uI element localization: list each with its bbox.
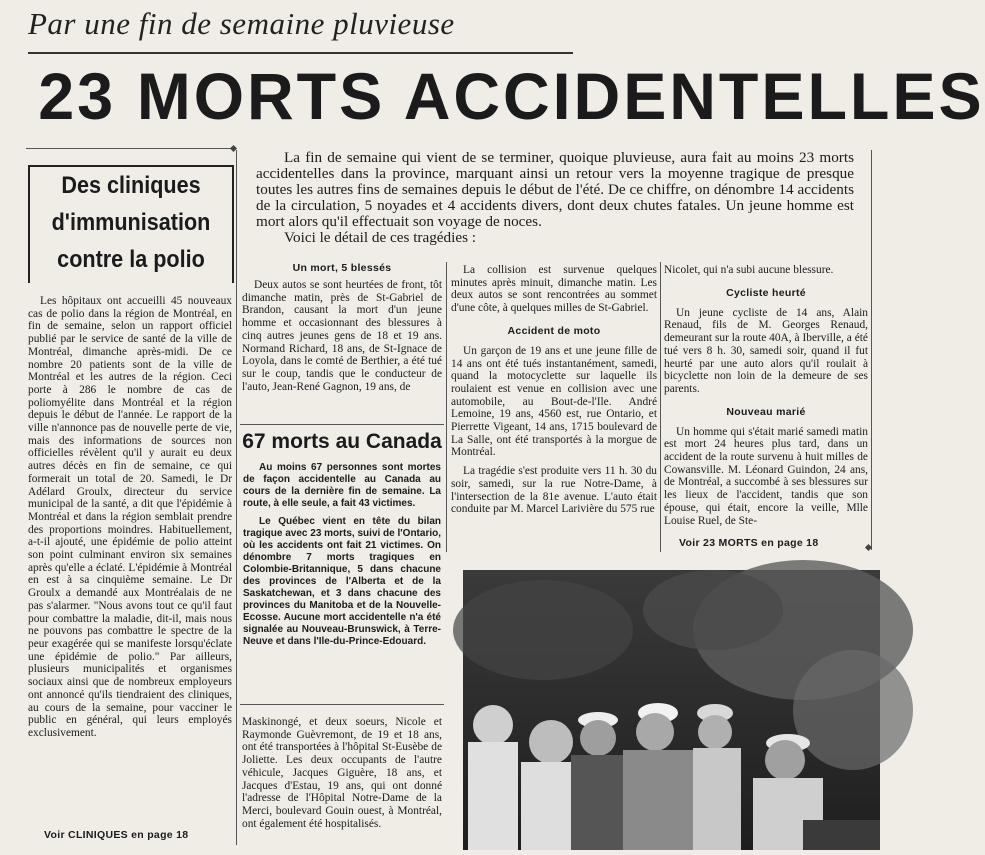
canada-paragraph-2: Le Québec vient en tête du bilan tragique avec 23 morts, suivi de l'Ontario, où les accidents ont fait 21 victimes. On dénombre 7 morts tragiques en Colombie-Britannique, 5 dans chacune des provinces de l'Alberta et de la Saskatchewan, et 3 dans chacune des provinces du Manitoba et de la Nouvelle-Ecosse. Aucune mort accidentelle n'a été signalée au Nouveau-Brunswick, à Terre-Neuve et dans l'Ile-du-Prince-Edouard. [243, 516, 441, 647]
subhead-cycliste: Cycliste heurté [726, 286, 806, 299]
main-see-reference: Voir 23 MORTS en page 18 [679, 537, 819, 549]
column-divider-2 [446, 262, 447, 552]
column-2-body: Deux autos se sont heurtées de front, tôt dimanche matin, près de St-Gabriel de Brandon, causant la mort d'un jeune homme et occasionnant des blessures à cinq autres jeunes gens de 18 et 19 ans. Normand Richard, 18 ans, de St-Ignace de Loyola, dans le comté de Berthier, a été tué sur le coup, tandis que le conducteur de l'auto, Jean-René Gagnon, 19 ans, de [242, 279, 442, 393]
subhead-nouveau-marie: Nouveau marié [726, 405, 806, 418]
column-3-paragraph-3: La tragédie s'est produite vers 11 h. 30 du soir, samedi, sur la rue Notre-Dame, à l'intersection de la 81e avenue. L'auto était conduite par M. Marcel Larivière du 575 rue [451, 465, 657, 516]
polio-headline-line-3: contre la polio [57, 246, 205, 273]
canada-top-rule [240, 424, 444, 425]
column-4-paragraph-1: Nicolet, qui n'a subi aucune blessure. [664, 264, 834, 276]
subhead-accident-moto: Accident de moto [507, 324, 601, 337]
canada-bottom-rule [240, 704, 444, 705]
canada-box [240, 430, 444, 648]
column-2-continuation: Maskinongé, et deux soeurs, Nicole et Raymonde Guèvremont, de 19 et 18 ans, ont été transportées à l'hôpital St-Eusèbe de Joliette. Les deux occupants de l'autre véhicule, Jacques Giguère, 18 ans, et Jacques d'Estau, 19 ans, qui ont donné l'adresse de l'Hôpital Notre-Dame de la Merci, boulevard Gouin ouest, à Montréal, ont également été hospitalisés. [242, 716, 442, 830]
column-divider-1 [236, 150, 237, 845]
column-4-paragraph-3: Un homme qui s'était marié samedi matin est mort 24 heures plus tard, dans un accident de la route survenu à huit milles de Cowansville. M. Léonard Guindon, 24 ans, de Montréal, a succombé à ses blessures sur les lieux de l'accident, tandis que son épouse, qui était, encore la veille, Mlle Louise Ruel, de Ste- [664, 425, 868, 527]
column-2-top [242, 262, 442, 417]
polio-body: Les hôpitaux ont accueilli 45 nouveaux cas de polio dans la région de Montréal, en fin de semaine, selon un rapport officiel publié par le service de santé de la ville de Montréal, dimanche après-midi. De ce nombre 20 patients sont de la ville de Montréal et les autres de la région. Ceci porte à 286 le nombre de cas de poliomyélite dans Montréal et la région depuis le début de l'année. Le rapport de la ville n'annonce pas de nouvelle perte de vie, mais des informations de sources non officielles révèlent qu'il y aurait eu deux autres décès en fin de semaine, ce qui formerait un total de 20. Samedi, le Dr Adélard Groulx, directeur du service municipal de la santé, a dit que l'épidémie à Montréal et dans la région semblait prendre des proportions moindres. Habituellement, a-t-il ajouté, une épidémie de polio atteint son point culminant environ six semaines après qu'elle a éclaté. L'épidémie à Montréal en est à sa cinquième semaine. Le Dr Groulx a demandé aux Montréalais de ne pas s'alarmer. "Nous avons tout ce qu'il faut pour combattre la maladie, dit-il, mais nous ne pouvons pas combattre le spectre de la peur exagérée qui se manifeste lorsqu'éclate une épidémie de polio." Par ailleurs, plusieurs municipalités et organismes sociaux ainsi que de nombreux employeurs ont annoncé qu'ils tiendraient des cliniques, au cours de la semaine, pour vacciner le public en général, qui leurs employés exclusivement. [28, 295, 232, 739]
news-photo [463, 570, 880, 850]
subhead-un-mort: Un mort, 5 blessés [292, 262, 392, 274]
polio-top-rule [26, 148, 236, 149]
polio-headline-line-1: Des cliniques [61, 172, 201, 199]
column-divider-3 [660, 262, 661, 552]
kicker-rule [28, 52, 573, 54]
column-3-paragraph-2: Un garçon de 19 ans et une jeune fille de 14 ans ont été tués instantanément, samedi, quand la motocyclette sur laquelle ils roulaient est venue en collision avec une automobile, au Bout-de-l'Ile. André Lemoine, 19 ans, 4560 est, rue Ontario, et Pierrette Vigeant, 14 ans, 1715 boulevard de La Salle, ont été transportés à la morgue de Montréal. [451, 344, 657, 459]
lead-article [256, 150, 854, 247]
canada-paragraph-1: Au moins 67 personnes sont mortes de façon accidentelle au Canada au cours de la dernière fin de semaine. La route, à elle seule, a fait 43 victimes. [243, 462, 441, 509]
lead-detail: Voici le détail de ces tragédies : [284, 229, 477, 247]
polio-see-reference: Voir CLINIQUES en page 18 [44, 829, 189, 841]
news-photo-graphic [463, 570, 880, 850]
headline: 23 MORTS ACCIDENTELLES [38, 59, 985, 133]
column-3 [451, 264, 657, 516]
polio-headline-line-2: d'immunisation [51, 209, 211, 236]
right-border [871, 150, 872, 550]
kicker: Par une fin de semaine pluvieuse [28, 6, 455, 41]
polio-headline-box [28, 165, 234, 283]
column-3-paragraph-1: La collision est survenue quelques minutes après minuit, dimanche matin. Les deux autos se sont rencontrées au sommet d'une côte, à quelques milles de St-Gabriel. [451, 264, 657, 315]
canada-headline: 67 morts au Canada [242, 430, 442, 453]
column-4 [664, 264, 868, 527]
column-4-paragraph-2: Un jeune cycliste de 14 ans, Alain Renaud, fils de M. Georges Renaud, demeurant sur la route 40A, à Iberville, a été tué vers 8 h. 30, samedi soir, quand il fut heurté par une auto alors qu'il roulait à bicyclette non loin de la demeure de ses parents. [664, 306, 868, 395]
lead-paragraph: La fin de semaine qui vient de se terminer, quoique pluvieuse, aura fait au moins 23 morts accidentelles dans la province, marquant ainsi un retour vers la moyenne tragique de presque toutes les autres fins de semaines depuis le début de l'été. De ce chiffre, on dénombre 14 accidents de la circulation, 5 noyades et 4 accidents divers, dont deux chutes fatales. Un jeune homme est mort alors qu'il effectuait son voyage de noces. [256, 149, 854, 231]
